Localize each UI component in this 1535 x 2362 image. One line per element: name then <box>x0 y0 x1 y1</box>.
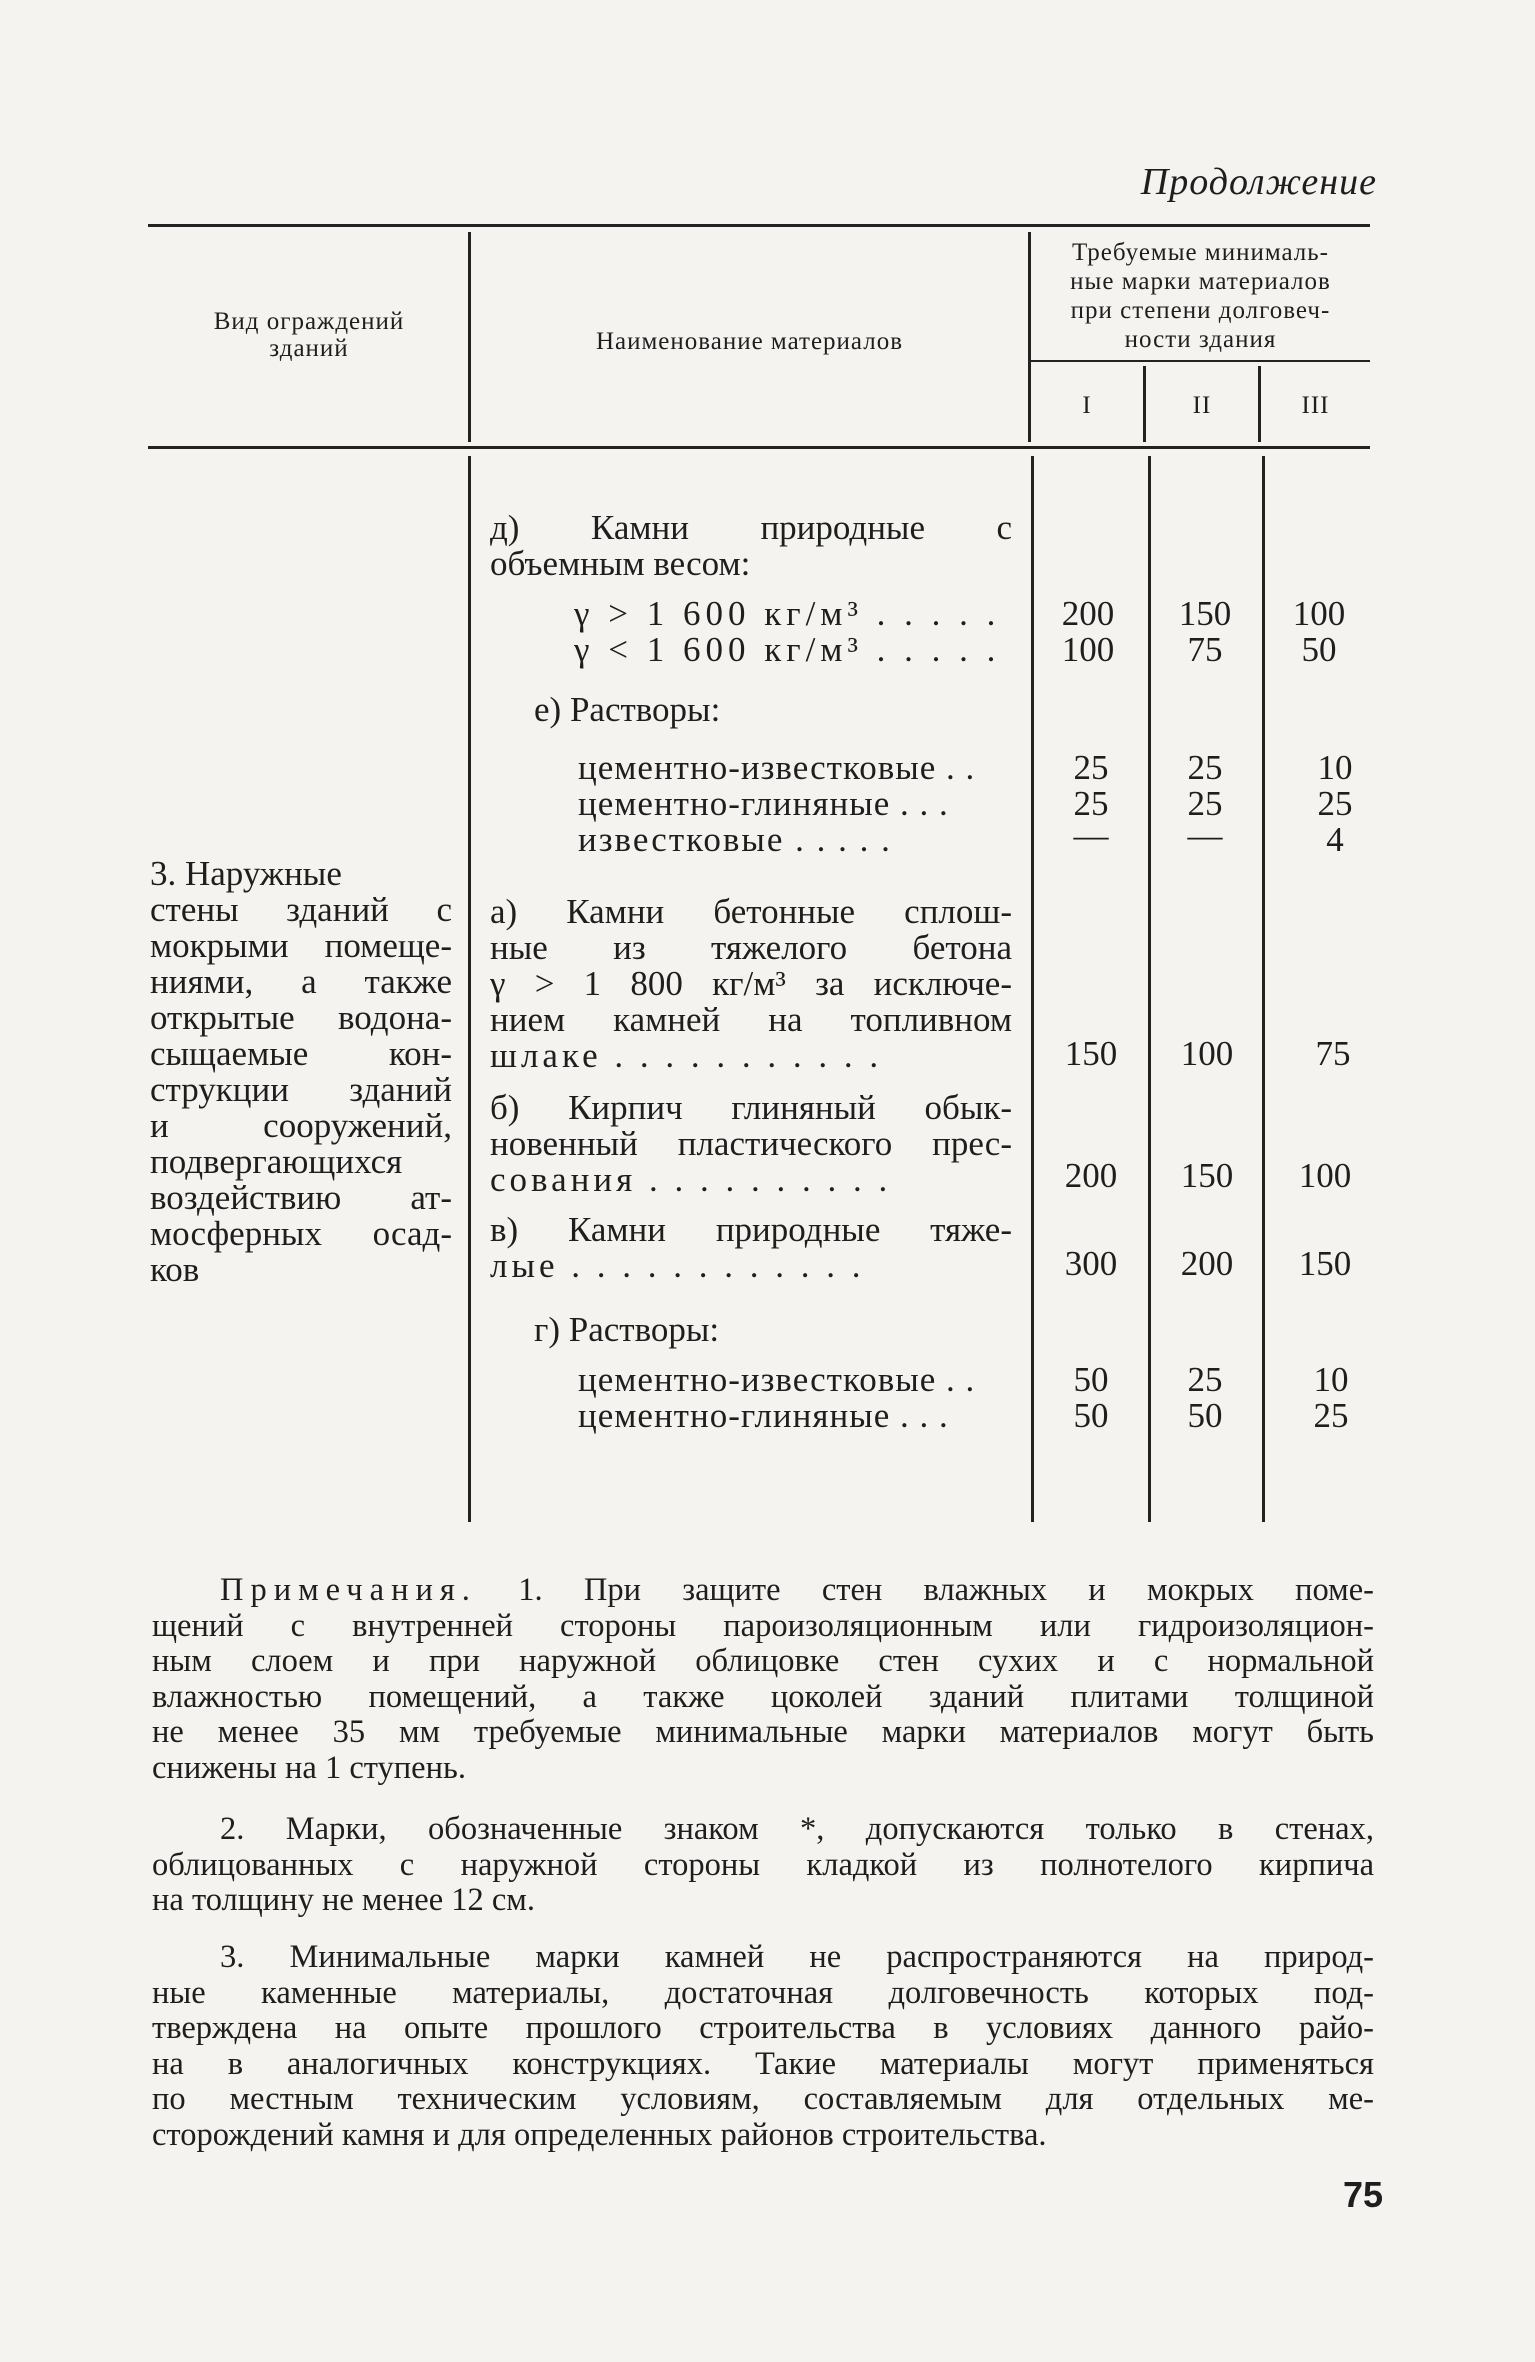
value-r11-i: 50 <box>1073 1360 1109 1399</box>
value-r8-ii: 150 <box>1180 1156 1234 1195</box>
row-cement-clay-1: цементно-глиняные . . . <box>578 784 949 823</box>
row-mortars-e-heading: е) Растворы: <box>534 690 721 729</box>
note-1: Примечания. 1. При защите стен влажных и мокрых поме- щений с внутренней стороны пароизоляционным или гидроизоляцион- ным слоем и при наружной облицовке стен сухих и с нормальной влажностью помещений, а также цоколей зданий плитами толщиной не менее 35 мм требуемые минимальные марки материалов могут быть снижены на 1 ступень. <box>152 1572 1375 1786</box>
value-r2-ii: 75 <box>1187 630 1223 669</box>
row-cement-lime-1: цементно-известковые . . <box>578 748 976 787</box>
value-r2-iii: 50 <box>1301 630 1337 669</box>
value-r9-ii: 200 <box>1180 1244 1234 1283</box>
header-bottom-rule <box>148 446 1370 449</box>
header-degree-i: I <box>1082 392 1092 419</box>
value-r6-i: — <box>1073 816 1109 855</box>
value-r5-ii: 25 <box>1187 784 1223 823</box>
value-r8-i: 200 <box>1064 1156 1118 1195</box>
note-2: 2. Марки, обозначенные знаком *, допускаются только в стенах, облицованных с наружной стороны кладкой из полнотелого кирпича на толщину не менее 12 см. <box>152 1811 1374 1918</box>
category-outer-walls: 3. Наружные стены зданий с мокрыми помеще- ниями, а также открытые водона- сыщаемые кон- струкции зданий и сооружений, подвергающихся воздействию ат- мосферных осад- ков <box>150 854 452 1289</box>
row-concrete-blocks: а) Камни бетонные сплош- ные из тяжелого бетона γ > 1 800 кг/м³ за исключе- нием камней на топливном шлаке . . . . . . . . . . . <box>490 892 1012 1075</box>
value-r4-ii: 25 <box>1187 748 1223 787</box>
row-clay-brick: б) Кирпич глиняный обык- новенный пластического прес- сования . . . . . . . . . . <box>490 1088 1012 1199</box>
value-r9-i: 300 <box>1064 1244 1118 1283</box>
row-density-below-1600: γ < 1 600 кг/м³ . . . . . <box>574 630 1001 669</box>
header-material-name: Наименование материалов <box>595 328 904 355</box>
continuation-label: Продолжение <box>1140 161 1377 203</box>
header-required-grades: Требуемые минималь- ные марки материалов при степени долговеч- ности здания <box>1070 239 1331 353</box>
value-r12-ii: 50 <box>1187 1396 1223 1435</box>
row-mortars-g-heading: г) Растворы: <box>534 1310 720 1349</box>
header-degree-ii: II <box>1192 392 1212 419</box>
value-r7-iii: 75 <box>1315 1034 1351 1073</box>
degree-header-rule <box>1030 360 1370 362</box>
header-type-of-enclosure: Вид ограждений зданий <box>213 308 405 362</box>
value-r11-iii: 10 <box>1313 1360 1349 1399</box>
page-number: 75 <box>1342 2174 1383 2215</box>
row-heavy-natural-stones: в) Камни природные тяже- лые . . . . . . . . . . . . <box>490 1210 1012 1285</box>
value-r5-iii: 25 <box>1317 784 1353 823</box>
value-r1-ii: 150 <box>1178 594 1232 633</box>
value-r7-ii: 100 <box>1180 1034 1234 1073</box>
notes-label: Примечания. <box>220 1572 477 1608</box>
row-cement-clay-2: цементно-глиняные . . . <box>578 1396 949 1435</box>
value-r11-ii: 25 <box>1187 1360 1223 1399</box>
value-r2-i: 100 <box>1061 630 1115 669</box>
value-r4-iii: 10 <box>1317 748 1353 787</box>
row-cement-lime-2: цементно-известковые . . <box>578 1360 976 1399</box>
header-degree-iii: III <box>1301 392 1330 419</box>
value-r9-iii: 150 <box>1298 1244 1352 1283</box>
row-natural-stones-heading: д) Камни природные с объемным весом: <box>490 508 1012 583</box>
value-r7-i: 150 <box>1064 1034 1118 1073</box>
value-r8-iii: 100 <box>1298 1156 1352 1195</box>
row-lime: известковые . . . . . <box>578 820 892 859</box>
value-r12-i: 50 <box>1073 1396 1109 1435</box>
row-density-above-1600: γ > 1 600 кг/м³ . . . . . <box>574 594 1001 633</box>
value-r1-i: 200 <box>1061 594 1115 633</box>
value-r1-iii: 100 <box>1292 594 1346 633</box>
value-r6-ii: — <box>1187 816 1223 855</box>
table-top-rule <box>148 224 1370 227</box>
value-r6-iii: 4 <box>1326 820 1344 859</box>
value-r12-iii: 25 <box>1313 1396 1349 1435</box>
note-3: 3. Минимальные марки камней не распространяются на природ- ные каменные материалы, достаточная долговечность которых под- тверждена на опыте прошлого строительства в условиях данного райо- на в аналогичных конструкциях. Такие материалы могут применяться по местным техническим условиям, составляемым для отдельных ме- сторождений камня и для определенных районов строительства. <box>152 1939 1374 2153</box>
col1-divider-body <box>468 456 471 1522</box>
value-r4-i: 25 <box>1073 748 1109 787</box>
value-r5-i: 25 <box>1073 784 1109 823</box>
